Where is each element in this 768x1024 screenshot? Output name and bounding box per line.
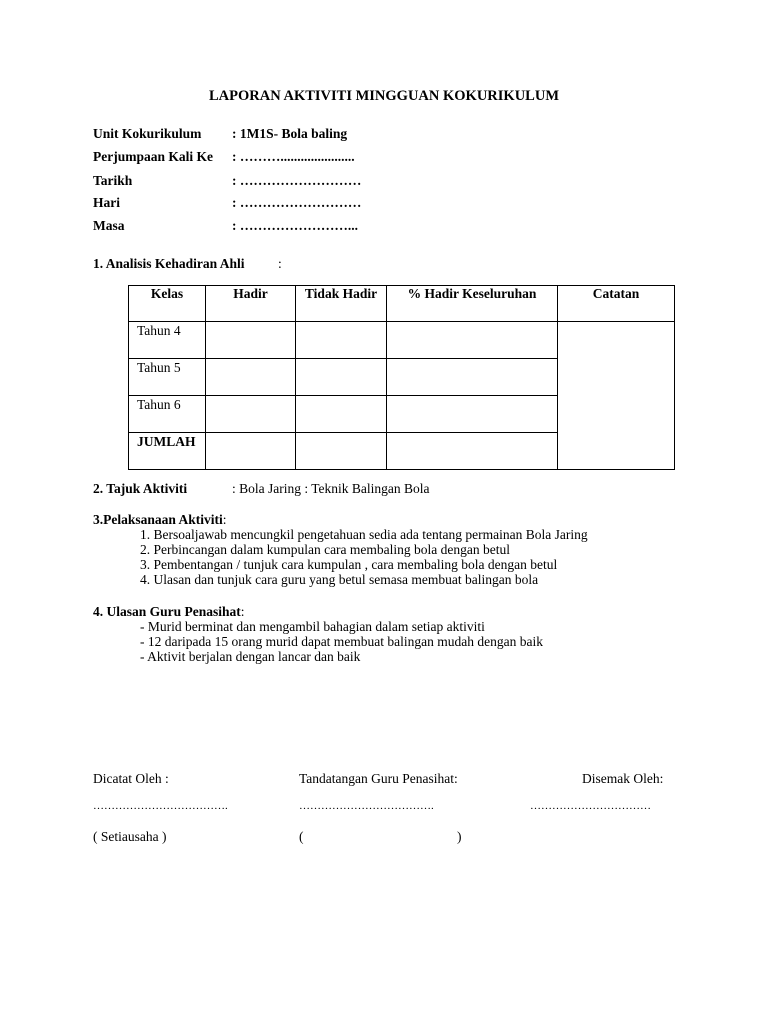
advisor-review-item: - Aktivit berjalan dengan lancar dan baik bbox=[140, 649, 361, 664]
meeting-label: Perjumpaan Kali Ke bbox=[93, 149, 213, 164]
header-percent-hadir: % Hadir Keseluruhan bbox=[387, 286, 558, 322]
advisor-review-heading: 4. Ulasan Guru Penasihat bbox=[93, 604, 241, 619]
unit-value: : 1M1S- Bola baling bbox=[232, 126, 348, 141]
table-row bbox=[129, 322, 675, 359]
table-header-row bbox=[129, 286, 675, 322]
date-value: : ……………………… bbox=[232, 173, 362, 188]
cell-hadir bbox=[206, 322, 296, 359]
advisor-signature-label: Tandatangan Guru Penasihat: bbox=[299, 771, 458, 786]
meeting-value: : ………...................... bbox=[232, 149, 355, 164]
cell-tidak-hadir bbox=[296, 396, 387, 433]
implementation-item: 4. Ulasan dan tunjuk cara guru yang betul semasa membuat balingan bola bbox=[140, 572, 539, 587]
advisor-name-open-paren: ( bbox=[299, 829, 304, 844]
time-label: Masa bbox=[93, 218, 125, 233]
implementation-heading: 3.Pelaksanaan Aktiviti bbox=[93, 512, 223, 527]
cell-catatan bbox=[558, 322, 675, 470]
advisor-review-heading-wrap bbox=[93, 604, 245, 620]
advisor-name-close-paren: ) bbox=[457, 829, 462, 844]
implementation-colon: : bbox=[222, 512, 227, 527]
activity-title-value: : Bola Jaring : Teknik Balingan Bola bbox=[232, 481, 430, 496]
row-label: Tahun 5 bbox=[129, 359, 206, 396]
header-tidak-hadir: Tidak Hadir bbox=[296, 286, 387, 322]
cell-percent bbox=[387, 396, 558, 433]
implementation-item: 1. Bersoaljawab mencungkil pengetahuan sedia ada tentang permainan Bola Jaring bbox=[140, 527, 588, 542]
activity-title-heading: 2. Tajuk Aktiviti bbox=[93, 481, 188, 496]
cell-percent bbox=[387, 433, 558, 470]
cell-tidak-hadir bbox=[296, 322, 387, 359]
header-hadir: Hadir bbox=[206, 286, 296, 322]
implementation-item: 3. Pembentangan / tunjuk cara kumpulan , cara membaling bola dengan betul bbox=[140, 557, 558, 572]
report-title: LAPORAN AKTIVITI MINGGUAN KOKURIKULUM bbox=[208, 88, 560, 104]
day-label: Hari bbox=[93, 195, 120, 210]
time-value: : ……………………... bbox=[232, 218, 358, 233]
attendance-heading: 1. Analisis Kehadiran Ahli bbox=[93, 256, 245, 271]
row-label-total: JUMLAH bbox=[129, 433, 206, 470]
implementation-item: 2. Perbincangan dalam kumpulan cara membaling bola dengan betul bbox=[140, 542, 511, 557]
secretary-label: ( Setiausaha ) bbox=[93, 829, 167, 844]
advisor-review-item: - 12 daripada 15 orang murid dapat membuat balingan mudah dengan baik bbox=[140, 634, 544, 649]
day-value: : ……………………… bbox=[232, 195, 362, 210]
header-catatan: Catatan bbox=[558, 286, 675, 322]
cell-percent bbox=[387, 359, 558, 396]
cell-tidak-hadir bbox=[296, 359, 387, 396]
advisor-review-item: - Murid berminat dan mengambil bahagian dalam setiap aktiviti bbox=[140, 619, 485, 634]
signature-line-mid: ………………………………. bbox=[299, 800, 434, 812]
date-label: Tarikh bbox=[93, 173, 133, 188]
advisor-review-colon: : bbox=[240, 604, 245, 619]
implementation-heading-wrap bbox=[93, 512, 227, 528]
checked-by-label: Disemak Oleh: bbox=[582, 771, 664, 786]
row-label: Tahun 4 bbox=[129, 322, 206, 359]
signature-line-right: …………………………… bbox=[530, 800, 651, 812]
cell-hadir bbox=[206, 359, 296, 396]
cell-hadir bbox=[206, 433, 296, 470]
attendance-colon: : bbox=[278, 256, 282, 271]
row-label: Tahun 6 bbox=[129, 396, 206, 433]
recorded-by-label: Dicatat Oleh : bbox=[93, 771, 169, 786]
signature-line-left: ………………………………. bbox=[93, 800, 228, 812]
attendance-table bbox=[128, 285, 675, 470]
cell-percent bbox=[387, 322, 558, 359]
cell-hadir bbox=[206, 396, 296, 433]
unit-label: Unit Kokurikulum bbox=[93, 126, 202, 141]
header-kelas: Kelas bbox=[129, 286, 206, 322]
cell-tidak-hadir bbox=[296, 433, 387, 470]
